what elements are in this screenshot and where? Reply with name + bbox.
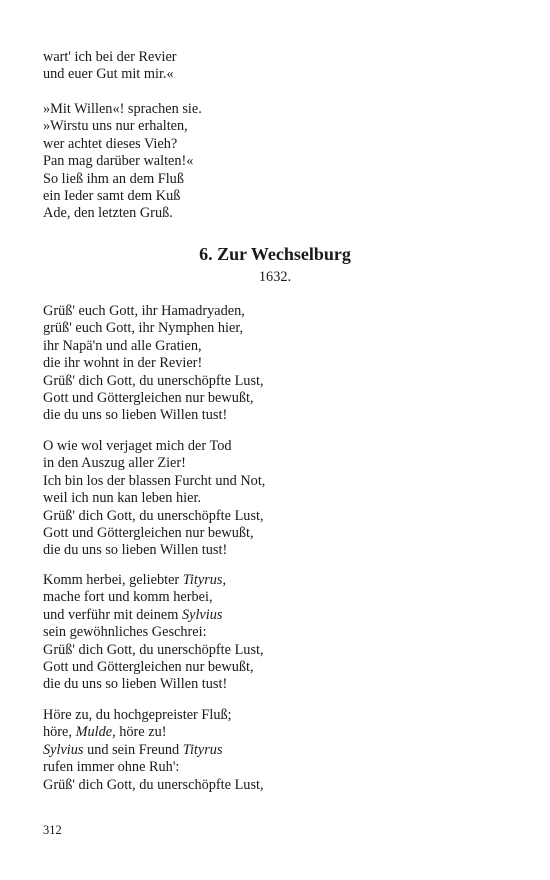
- poem-stanza-4: [43, 707, 513, 794]
- verse-line: [43, 320, 513, 337]
- verse-text: O wie wol verjaget mich der Tod: [43, 438, 232, 454]
- verse-line: [43, 303, 513, 320]
- verse-line: Ade, den letzten Gruß.: [43, 205, 173, 222]
- verse-line: [43, 490, 513, 507]
- poem-stanza-1: [43, 303, 513, 425]
- italic-name: Sylvius: [181, 606, 223, 623]
- verse-text: mache fort und komm herbei,: [43, 589, 213, 606]
- verse-line: [43, 742, 513, 759]
- verse-line: [43, 707, 513, 724]
- verse-text: höre zu!: [115, 724, 167, 741]
- verse-text: die ihr wohnt in der Revier!: [43, 355, 203, 372]
- verse-line: [43, 473, 513, 490]
- previous-poem-stanza-end: [43, 49, 513, 84]
- verse-text: ,: [222, 572, 227, 588]
- previous-poem-final-stanza: [43, 101, 513, 223]
- verse-text: die du uns so lieben Willen tust!: [43, 542, 228, 559]
- verse-text: Grüß' dich Gott, du unerschöpfte Lust,: [43, 776, 264, 793]
- verse-line: So ließ ihm an dem Fluß: [43, 170, 184, 187]
- verse-text: sein gewöhnliches Geschrei:: [43, 624, 207, 641]
- verse-text: in den Auszug aller Zier!: [43, 455, 186, 472]
- verse-text: Grüß' dich Gott, du unerschöpfte Lust,: [43, 372, 264, 389]
- verse-text: weil ich nun kan leben hier.: [43, 490, 202, 507]
- verse-line: [43, 355, 513, 372]
- verse-line: [43, 338, 513, 355]
- verse-text: Gott und Göttergleichen nur bewußt,: [43, 524, 254, 541]
- verse-line: [43, 589, 513, 606]
- verse-line: [43, 390, 513, 407]
- page-number: 312: [43, 823, 62, 837]
- verse-text: grüß' euch Gott, ihr Nymphen hier,: [43, 320, 244, 337]
- verse-text: Grüß' dich Gott, du unerschöpfte Lust,: [43, 507, 264, 524]
- verse-text: ihr Napä'n und alle Gratien,: [43, 337, 202, 354]
- italic-name: Sylvius: [43, 741, 84, 758]
- verse-line: [43, 407, 513, 424]
- verse-line: [43, 438, 513, 455]
- verse-text: Höre zu, du hochgepreister Fluß;: [43, 707, 232, 723]
- poem-year: 1632.: [258, 269, 292, 285]
- verse-line: wart' ich bei der Revier: [43, 49, 177, 65]
- verse-line: »Mit Willen«! sprachen sie.: [43, 101, 202, 117]
- poem-title: 6. Zur Wechselburg: [199, 244, 351, 264]
- verse-text: Gott und Göttergleichen nur bewußt,: [43, 389, 254, 406]
- verse-line: »Wirstu uns nur erhalten,: [43, 118, 188, 135]
- poem-stanza-2: [43, 438, 513, 560]
- verse-line: [43, 777, 513, 794]
- verse-line: [43, 724, 513, 741]
- verse-text: die du uns so lieben Willen tust!: [43, 407, 228, 424]
- verse-line: [43, 572, 513, 589]
- verse-line: [43, 542, 513, 559]
- verse-line: [43, 373, 513, 390]
- verse-text: Grüß' dich Gott, du unerschöpfte Lust,: [43, 641, 264, 658]
- verse-line: [43, 676, 513, 693]
- verse-line: [43, 659, 513, 676]
- verse-text: Gott und Göttergleichen nur bewußt,: [43, 658, 254, 675]
- verse-text: und sein Freund: [83, 741, 183, 758]
- verse-text: die du uns so lieben Willen tust!: [43, 676, 228, 693]
- verse-line: [43, 455, 513, 472]
- verse-text: Grüß' euch Gott, ihr Hamadryaden,: [43, 303, 245, 319]
- italic-name: Tityrus: [182, 572, 223, 588]
- verse-text: rufen immer ohne Ruh':: [43, 759, 180, 776]
- verse-line: ein Ieder samt dem Kuß: [43, 187, 181, 204]
- verse-line: [43, 624, 513, 641]
- verse-text: Komm herbei, geliebter: [43, 572, 183, 588]
- verse-line: Pan mag darüber walten!«: [43, 153, 194, 170]
- poem-stanza-3: [43, 572, 513, 694]
- verse-text: höre,: [43, 724, 76, 741]
- italic-name: Mulde,: [75, 724, 116, 741]
- verse-text: Ich bin los der blassen Furcht und Not,: [43, 472, 266, 489]
- verse-line: und euer Gut mit mir.«: [43, 66, 174, 83]
- verse-line: wer achtet dieses Vieh?: [43, 135, 178, 152]
- verse-line: [43, 525, 513, 542]
- italic-name: Tityrus: [182, 741, 223, 758]
- verse-line: [43, 508, 513, 525]
- verse-text: und verführ mit deinem: [43, 606, 182, 623]
- verse-line: [43, 759, 513, 776]
- verse-line: [43, 607, 513, 624]
- verse-line: [43, 642, 513, 659]
